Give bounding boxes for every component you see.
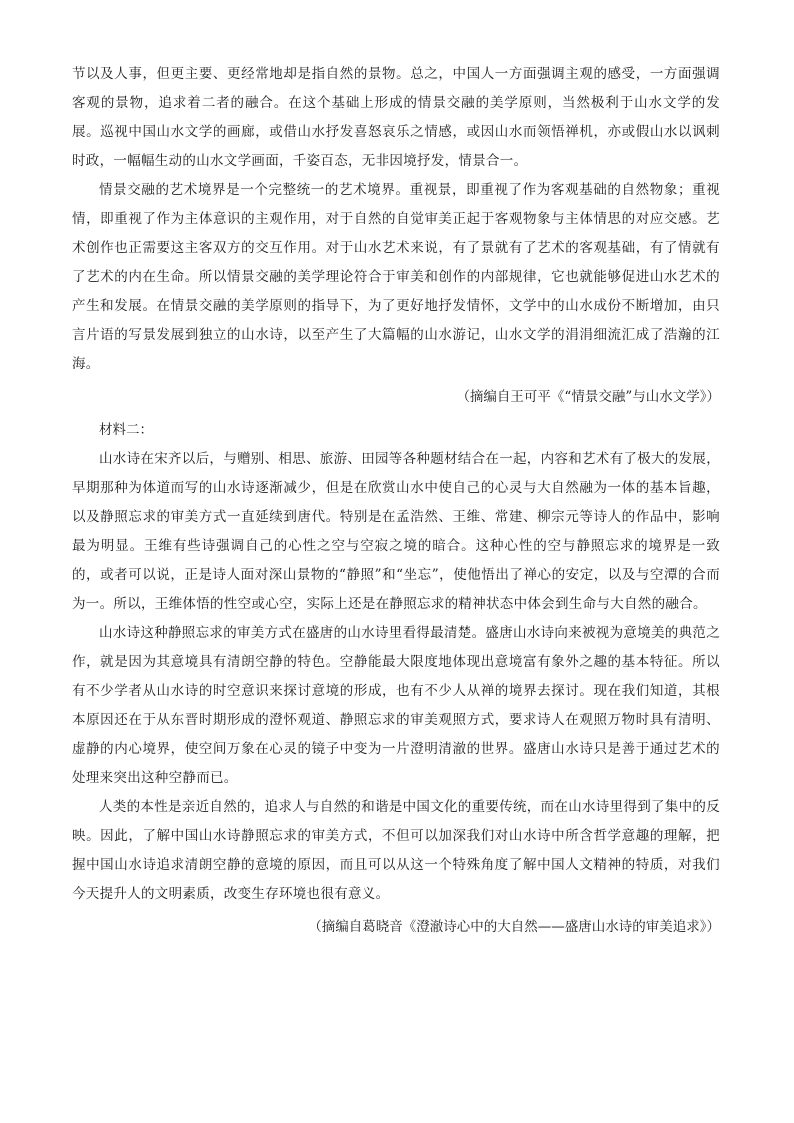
paragraph-landscape-poetry: 山水诗在宋齐以后，与赠别、相思、旅游、田园等各种题材结合在一起，内容和艺术有了极大的发展，早期那种为体道而写的山水诗逐渐减少，但是在欣赏山水中使自己的心灵与大自然融为一体的基本旨趣，以及静照忘求的审美方式一直延续到唐代。特别是在孟浩然、王维、常建、柳宗元等诗人的作品中，影响最为明显。王维有些诗强调自己的心性之空与空寂之境的暗合。这种心性的空与静照忘求的境界是一致的，或者可以说，正是诗人面对深山景物的“静照”和“坐忘”，使他悟出了禅心的安定，以及与空潭的合而为一。所以，王维体悟的性空或心空，实际上还是在静照忘求的精神状态中体会到生命与大自然的融合。 xyxy=(72,451,720,612)
paragraph-tang-aesthetics: 山水诗这种静照忘求的审美方式在盛唐的山水诗里看得最清楚。盛唐山水诗向来被视为意境美的典范之作，就是因为其意境具有清朗空静的特色。空静能最大限度地体现出意境富有象外之趣的基本特征。所以有不少学者从山水诗的时空意识来探讨意境的形成，也有不少人从禅的境界去探讨。现在我们知道，其根本原因还在于从东晋时期形成的澄怀观道、静照忘求的审美观照方式，要求诗人在观照万物时具有清明、虚静的内心境界，使空间万象在心灵的镜子中变为一片澄明清澈的世界。盛唐山水诗只是善于通过艺术的处理来突出这种空静而已。 xyxy=(72,625,720,786)
source-citation-1: （摘编自王可平《“情景交融”与山水文学》） xyxy=(456,389,720,405)
paragraph-scene-fusion: 情景交融的艺术境界是一个完整统一的艺术境界。重视景，即重视了作为客观基础的自然物象；重视情，即重视了作为主体意识的主观作用，对于自然的自觉审美正起于客观物象与主体情思的对应交感。艺术创作也正需要这主客双方的交互作用。对于山水艺术来说，有了景就有了艺术的客观基础，有了情就有了艺术的内在生命。所以情景交融的美学理论符合于审美和创作的内部规律，它也就能够促进山水艺术的产生和发展。在情景交融的美学原则的指导下，为了更好地抒发情怀，文学中的山水成份不断增加，由只言片语的写景发展到独立的山水诗，以至产生了大篇幅的山水游记，山水文学的涓涓细流汇成了浩瀚的江海。 xyxy=(72,182,720,372)
material-2-heading: 材料二： xyxy=(99,422,153,438)
document-page xyxy=(72,60,720,946)
paragraph-human-nature: 人类的本性是亲近自然的，追求人与自然的和谐是中国文化的重要传统，而在山水诗里得到了集中的反映。因此，了解中国山水诗静照忘求的审美方式，不但可以加深我们对山水诗中所含哲学意趣的理解，把握中国山水诗追求清朗空静的意境的原因，而且可以从这一个特殊角度了解中国人文精神的特质，对我们今天提升人的文明素质，改变生存环境也很有意义。 xyxy=(72,799,720,902)
paragraph-continuation: 节以及人事，但更主要、更经常地却是指自然的景物。总之，中国人一方面强调主观的感受，一方面强调客观的景物，追求着二者的融合。在这个基础上形成的情景交融的美学原则，当然极利于山水文学的发展。巡视中国山水文学的画廊，或借山水抒发喜怒哀乐之情感，或因山水而领悟禅机，亦或假山水以讽刺时政，一幅幅生动的山水文学画面，千姿百态，无非因境抒发，情景合一。 xyxy=(72,66,720,169)
source-citation-2: （摘编自葛晓音《澄澈诗心中的大自然——盛唐山水诗的审美追求》） xyxy=(308,919,720,935)
